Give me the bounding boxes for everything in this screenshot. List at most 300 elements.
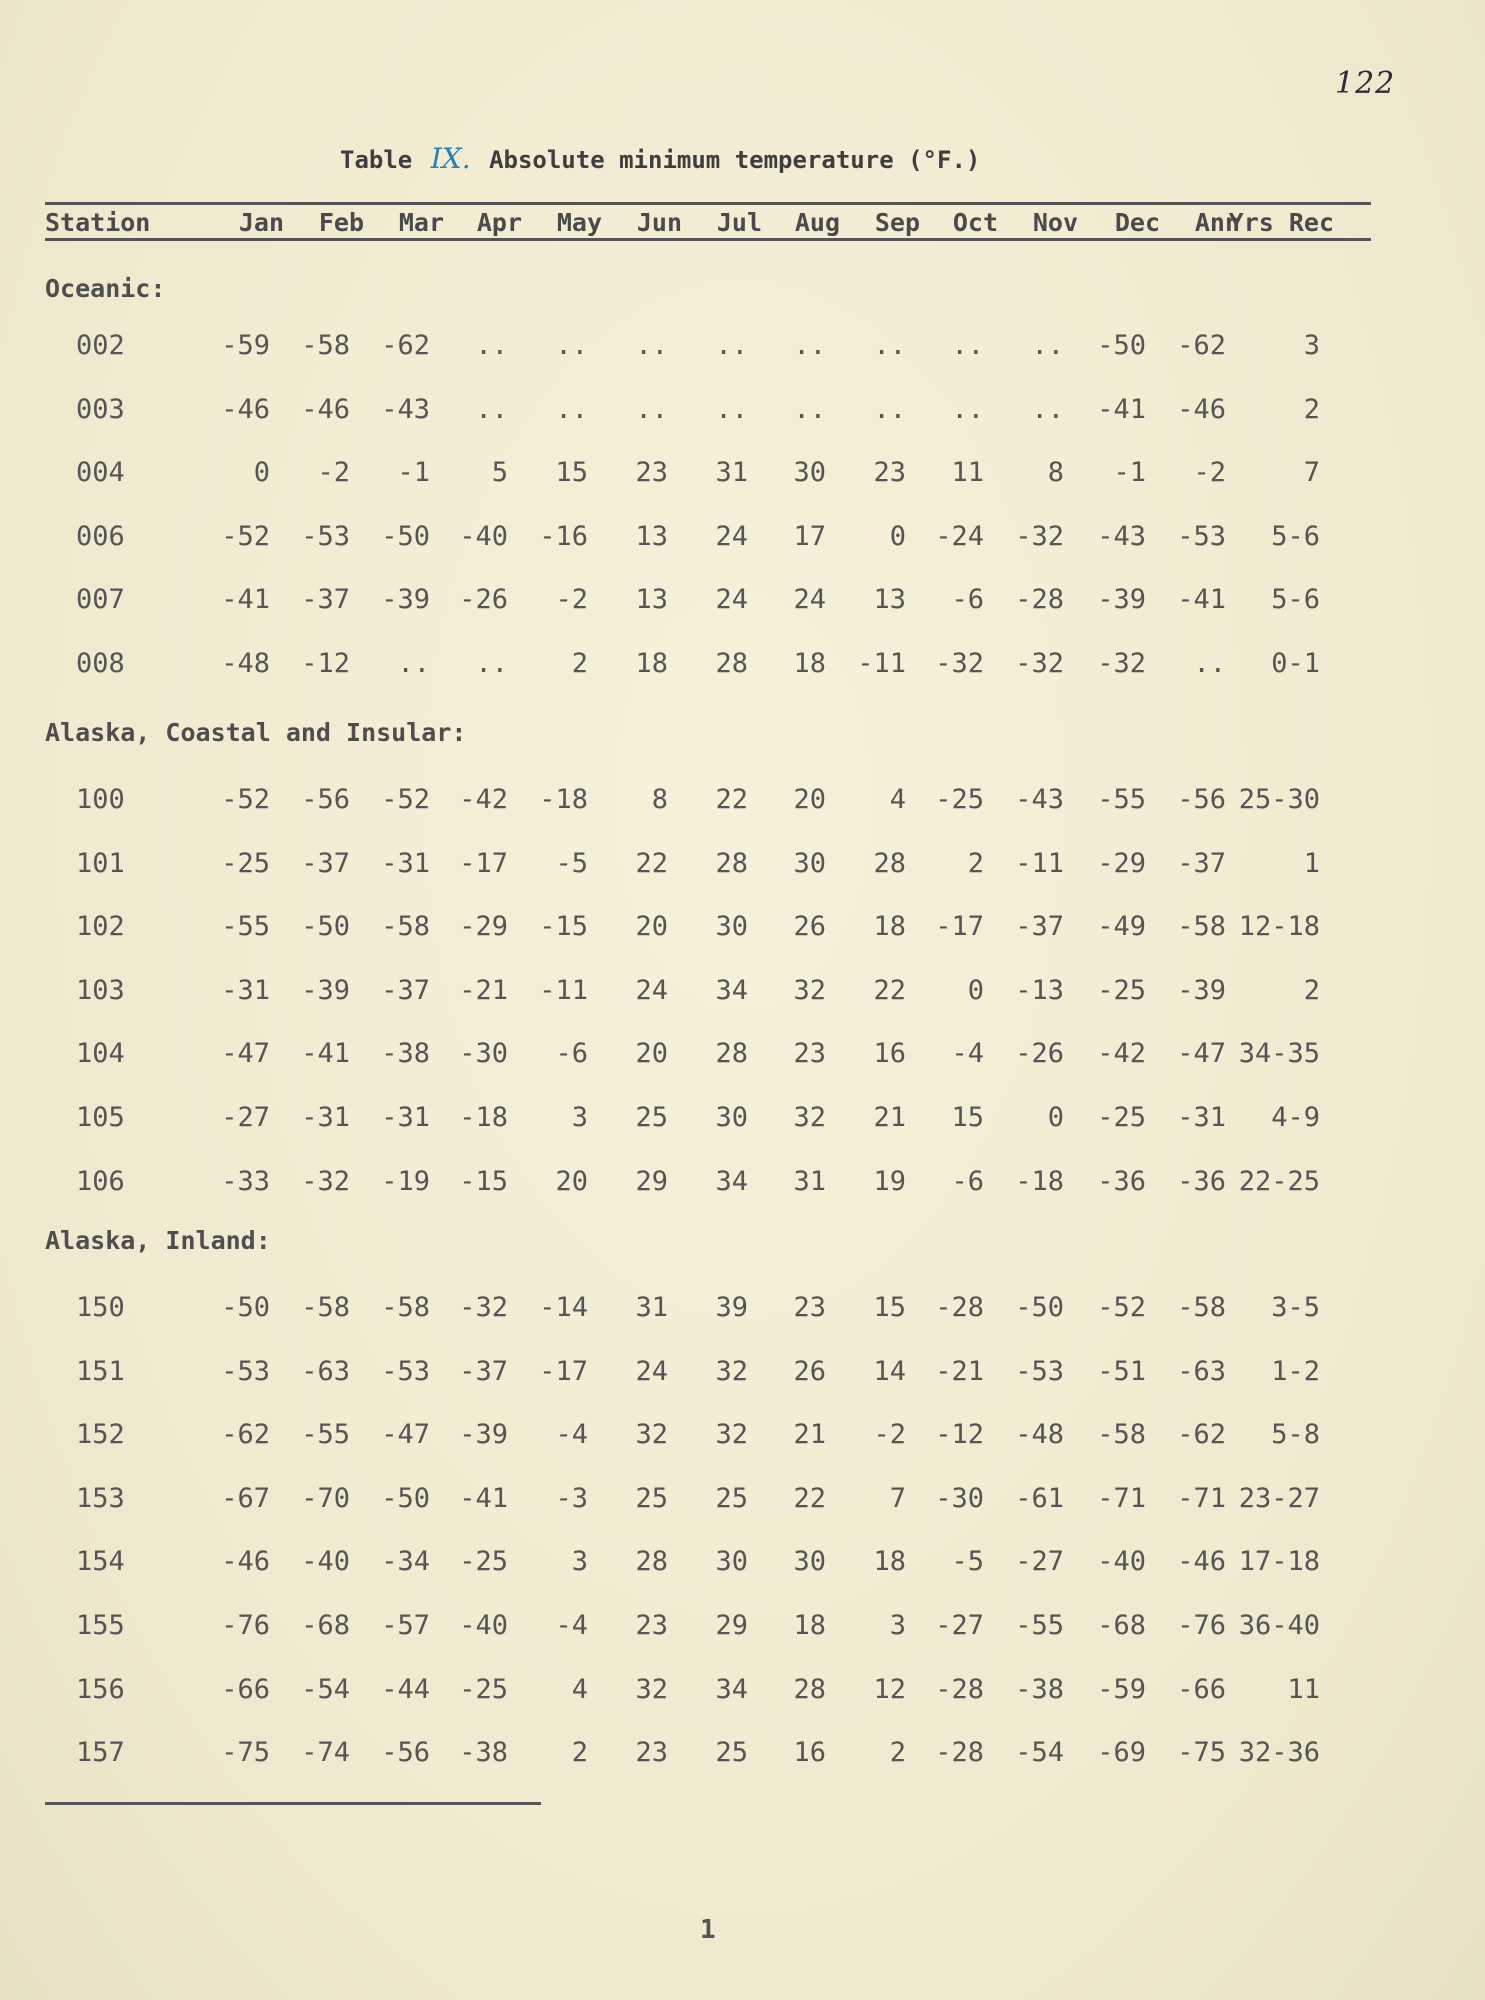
column-header: Sep [874, 208, 920, 237]
column-header: Ann [1194, 208, 1240, 237]
table-cell: 23 [793, 1292, 826, 1323]
table-cell: 24 [635, 1356, 668, 1387]
table-row [0, 1733, 1485, 1773]
table-cell: 25 [715, 1483, 748, 1514]
table-cell: -2 [317, 457, 350, 488]
table-cell: 15 [555, 457, 588, 488]
title-text: Absolute minimum temperature (°F.) [489, 146, 981, 174]
table-cell: 4 [571, 1674, 588, 1705]
table-cell: -19 [381, 1166, 430, 1197]
table-cell: 18 [793, 1610, 826, 1641]
table-cell: -28 [935, 1737, 984, 1768]
table-cell: -63 [1177, 1356, 1226, 1387]
table-cell: -58 [1097, 1419, 1146, 1450]
table-cell: 28 [715, 648, 748, 679]
table-cell: -15 [459, 1166, 508, 1197]
table-cell: -4 [951, 1038, 984, 1069]
station-id-cell: 106 [76, 1166, 125, 1197]
table-cell: .. [555, 330, 588, 361]
table-cell: 36-40 [1238, 1610, 1320, 1641]
table-cell: -49 [1097, 911, 1146, 942]
column-header: Aug [794, 208, 840, 237]
station-id-cell: 102 [76, 911, 125, 942]
station-id-cell: 152 [76, 1419, 125, 1450]
table-cell: 4 [889, 784, 906, 815]
table-cell: -52 [221, 784, 270, 815]
table-cell: -52 [381, 784, 430, 815]
table-cell: 1 [1303, 848, 1320, 879]
station-id-cell: 002 [76, 330, 125, 361]
table-cell: -74 [301, 1737, 350, 1768]
table-cell: 32 [715, 1356, 748, 1387]
table-cell: -36 [1097, 1166, 1146, 1197]
table-cell: -42 [1097, 1038, 1146, 1069]
table-cell: 19 [873, 1166, 906, 1197]
table-cell: 32 [715, 1419, 748, 1450]
table-cell: -75 [1177, 1737, 1226, 1768]
table-cell: -69 [1097, 1737, 1146, 1768]
table-cell: 20 [555, 1166, 588, 1197]
table-cell: 5-6 [1271, 521, 1320, 552]
table-cell: -31 [301, 1102, 350, 1133]
column-header: Apr [476, 208, 522, 237]
table-cell: -31 [1177, 1102, 1226, 1133]
table-cell: -48 [1015, 1419, 1064, 1450]
table-cell: 13 [635, 584, 668, 615]
table-cell: -18 [459, 1102, 508, 1133]
table-cell: -25 [459, 1546, 508, 1577]
table-cell: -16 [539, 521, 588, 552]
table-cell: -18 [1015, 1166, 1064, 1197]
table-cell: -68 [1097, 1610, 1146, 1641]
table-cell: .. [397, 648, 430, 679]
table-cell: -12 [935, 1419, 984, 1450]
column-header: Jun [636, 208, 682, 237]
table-cell: -32 [935, 648, 984, 679]
station-id-cell: 155 [76, 1610, 125, 1641]
table-cell: -55 [1015, 1610, 1064, 1641]
table-cell: 30 [793, 848, 826, 879]
table-cell: -58 [381, 1292, 430, 1323]
table-cell: -17 [935, 911, 984, 942]
table-cell: .. [1193, 648, 1226, 679]
table-cell: -2 [873, 1419, 906, 1450]
table-cell: .. [635, 394, 668, 425]
table-cell: -41 [1177, 584, 1226, 615]
table-cell: 25 [635, 1483, 668, 1514]
table-cell: -34 [381, 1546, 430, 1577]
table-row [0, 844, 1485, 884]
table-cell: 3-5 [1271, 1292, 1320, 1323]
station-id-cell: 103 [76, 975, 125, 1006]
station-id-cell: 007 [76, 584, 125, 615]
table-cell: 31 [793, 1166, 826, 1197]
table-cell: -4 [555, 1610, 588, 1641]
table-row [0, 1415, 1485, 1455]
table-cell: -76 [221, 1610, 270, 1641]
table-cell: 25 [635, 1102, 668, 1133]
table-cell: 5-8 [1271, 1419, 1320, 1450]
table-cell: 28 [873, 848, 906, 879]
table-cell: .. [635, 330, 668, 361]
table-cell: -39 [459, 1419, 508, 1450]
table-cell: 29 [635, 1166, 668, 1197]
table-cell: 0 [1047, 1102, 1064, 1133]
station-id-cell: 157 [76, 1737, 125, 1768]
table-cell: 7 [889, 1483, 906, 1514]
station-id-cell: 004 [76, 457, 125, 488]
table-cell: -62 [381, 330, 430, 361]
table-cell: -54 [301, 1674, 350, 1705]
table-cell: -25 [935, 784, 984, 815]
table-cell: 5-6 [1271, 584, 1320, 615]
table-cell: 22 [715, 784, 748, 815]
table-cell: -40 [301, 1546, 350, 1577]
column-header: Mar [398, 208, 444, 237]
table-cell: 32 [635, 1419, 668, 1450]
table-row [0, 1098, 1485, 1138]
table-cell: .. [951, 330, 984, 361]
station-id-cell: 101 [76, 848, 125, 879]
table-cell: .. [475, 330, 508, 361]
column-header: Nov [1032, 208, 1078, 237]
table-cell: 4-9 [1271, 1102, 1320, 1133]
table-cell: .. [873, 330, 906, 361]
table-cell: 34 [715, 975, 748, 1006]
station-id-cell: 151 [76, 1356, 125, 1387]
table-cell: 26 [793, 1356, 826, 1387]
table-cell: 31 [635, 1292, 668, 1323]
table-cell: -30 [935, 1483, 984, 1514]
table-cell: -32 [1015, 521, 1064, 552]
table-cell: -24 [935, 521, 984, 552]
station-id-cell: 006 [76, 521, 125, 552]
table-cell: .. [475, 648, 508, 679]
table-cell: 5 [491, 457, 508, 488]
table-cell: 34-35 [1238, 1038, 1320, 1069]
table-cell: -2 [1193, 457, 1226, 488]
table-row [0, 453, 1485, 493]
table-cell: 34 [715, 1166, 748, 1197]
table-cell: 29 [715, 1610, 748, 1641]
table-cell: -52 [1097, 1292, 1146, 1323]
table-cell: -62 [1177, 1419, 1226, 1450]
table-cell: 20 [635, 911, 668, 942]
table-cell: 20 [793, 784, 826, 815]
table-cell: -43 [381, 394, 430, 425]
table-cell: 21 [873, 1102, 906, 1133]
table-cell: -53 [221, 1356, 270, 1387]
table-cell: .. [555, 394, 588, 425]
table-cell: -56 [301, 784, 350, 815]
table-cell: -31 [381, 848, 430, 879]
table-cell: -53 [1177, 521, 1226, 552]
table-cell: -25 [1097, 1102, 1146, 1133]
table-cell: 3 [1303, 330, 1320, 361]
table-cell: -41 [1097, 394, 1146, 425]
table-cell: 12-18 [1238, 911, 1320, 942]
table-cell: -37 [1177, 848, 1226, 879]
table-cell: 7 [1303, 457, 1320, 488]
table-cell: -11 [1015, 848, 1064, 879]
table-cell: 23 [793, 1038, 826, 1069]
table-cell: -32 [1097, 648, 1146, 679]
table-cell: -58 [301, 330, 350, 361]
table-cell: -32 [1015, 648, 1064, 679]
table-cell: 18 [635, 648, 668, 679]
table-cell: 17-18 [1238, 1546, 1320, 1577]
column-header: Yrs Rec [1228, 208, 1334, 237]
column-header: Oct [952, 208, 998, 237]
table-row [0, 780, 1485, 820]
table-cell: -38 [1015, 1674, 1064, 1705]
table-cell: 2 [889, 1737, 906, 1768]
table-row [0, 1162, 1485, 1202]
table-row [0, 1542, 1485, 1582]
page-number: 1 [700, 1915, 716, 1945]
table-cell: -38 [459, 1737, 508, 1768]
table-cell: -42 [459, 784, 508, 815]
table-cell: 15 [951, 1102, 984, 1133]
table-cell: .. [1031, 330, 1064, 361]
table-cell: 3 [571, 1546, 588, 1577]
table-cell: -5 [555, 848, 588, 879]
table-cell: .. [951, 394, 984, 425]
table-cell: -58 [1177, 1292, 1226, 1323]
table-cell: -40 [459, 521, 508, 552]
table-cell: -53 [1015, 1356, 1064, 1387]
table-cell: -54 [1015, 1737, 1064, 1768]
table-cell: -29 [1097, 848, 1146, 879]
table-cell: -17 [539, 1356, 588, 1387]
table-cell: -55 [1097, 784, 1146, 815]
table-cell: 1-2 [1271, 1356, 1320, 1387]
table-cell: 12 [873, 1674, 906, 1705]
table-cell: -31 [221, 975, 270, 1006]
table-cell: -11 [857, 648, 906, 679]
table-cell: 13 [635, 521, 668, 552]
table-cell: 16 [873, 1038, 906, 1069]
table-row [0, 907, 1485, 947]
table-cell: .. [793, 394, 826, 425]
table-row [0, 644, 1485, 684]
table-cell: -56 [381, 1737, 430, 1768]
table-cell: -41 [459, 1483, 508, 1514]
table-cell: -53 [301, 521, 350, 552]
table-cell: -37 [301, 848, 350, 879]
table-cell: 24 [635, 975, 668, 1006]
table-cell: 28 [793, 1674, 826, 1705]
table-cell: 0 [967, 975, 984, 1006]
table-cell: 23-27 [1238, 1483, 1320, 1514]
column-header: Jul [716, 208, 762, 237]
table-cell: .. [715, 394, 748, 425]
table-cell: -58 [301, 1292, 350, 1323]
table-cell: 14 [873, 1356, 906, 1387]
table-cell: -71 [1097, 1483, 1146, 1514]
table-cell: 20 [635, 1038, 668, 1069]
station-id-cell: 150 [76, 1292, 125, 1323]
table-cell: -51 [1097, 1356, 1146, 1387]
table-cell: -63 [301, 1356, 350, 1387]
header-row [0, 203, 1485, 243]
table-cell: -39 [1097, 584, 1146, 615]
table-cell: 2 [1303, 975, 1320, 1006]
table-cell: -37 [301, 584, 350, 615]
table-cell: 18 [873, 911, 906, 942]
table-cell: -2 [555, 584, 588, 615]
table-cell: .. [1031, 394, 1064, 425]
table-cell: 15 [873, 1292, 906, 1323]
table-row [0, 1479, 1485, 1519]
table-cell: -41 [221, 584, 270, 615]
table-cell: -32 [459, 1292, 508, 1323]
table-cell: 28 [715, 1038, 748, 1069]
table-cell: -28 [935, 1292, 984, 1323]
table-end-rule [45, 1802, 541, 1805]
table-cell: -40 [1097, 1546, 1146, 1577]
table-cell: 34 [715, 1674, 748, 1705]
table-cell: 16 [793, 1737, 826, 1768]
table-cell: -41 [301, 1038, 350, 1069]
table-cell: -50 [381, 521, 430, 552]
table-cell: -76 [1177, 1610, 1226, 1641]
table-cell: 0 [253, 457, 270, 488]
table-cell: -28 [935, 1674, 984, 1705]
station-id-cell: 153 [76, 1483, 125, 1514]
table-cell: 31 [715, 457, 748, 488]
table-row [0, 1288, 1485, 1328]
table-cell: -44 [381, 1674, 430, 1705]
table-cell: -11 [539, 975, 588, 1006]
table-cell: 24 [793, 584, 826, 615]
table-cell: -46 [221, 1546, 270, 1577]
table-cell: -25 [1097, 975, 1146, 1006]
table-cell: -3 [555, 1483, 588, 1514]
table-cell: -18 [539, 784, 588, 815]
table-cell: -46 [221, 394, 270, 425]
table-cell: -36 [1177, 1166, 1226, 1197]
table-cell: -59 [221, 330, 270, 361]
table-cell: -75 [221, 1737, 270, 1768]
table-cell: -47 [381, 1419, 430, 1450]
table-cell: -29 [459, 911, 508, 942]
handwritten-page-number: 122 [1335, 66, 1396, 101]
table-cell: 2 [967, 848, 984, 879]
table-cell: -46 [1177, 1546, 1226, 1577]
station-id-cell: 156 [76, 1674, 125, 1705]
table-cell: -62 [221, 1419, 270, 1450]
table-cell: -1 [1113, 457, 1146, 488]
table-cell: 3 [571, 1102, 588, 1133]
table-cell: -21 [459, 975, 508, 1006]
table-cell: -58 [1177, 911, 1226, 942]
table-cell: 8 [1047, 457, 1064, 488]
table-cell: 30 [715, 1546, 748, 1577]
table-cell: 17 [793, 521, 826, 552]
table-cell: -6 [951, 1166, 984, 1197]
table-cell: -62 [1177, 330, 1226, 361]
table-cell: -39 [301, 975, 350, 1006]
table-cell: -37 [381, 975, 430, 1006]
table-row [0, 390, 1485, 430]
table-cell: 0 [889, 521, 906, 552]
table-cell: 11 [1287, 1674, 1320, 1705]
title-prefix: Table [340, 146, 413, 174]
table-cell: -25 [221, 848, 270, 879]
table-cell: -53 [381, 1356, 430, 1387]
table-cell: 39 [715, 1292, 748, 1323]
table-cell: -37 [459, 1356, 508, 1387]
table-cell: .. [475, 394, 508, 425]
table-cell: -68 [301, 1610, 350, 1641]
table-cell: -13 [1015, 975, 1064, 1006]
table-cell: 25-30 [1238, 784, 1320, 815]
table-cell: -32 [301, 1166, 350, 1197]
table-row [0, 971, 1485, 1011]
table-cell: 13 [873, 584, 906, 615]
table-cell: -30 [459, 1038, 508, 1069]
table-cell: 18 [873, 1546, 906, 1577]
table-cell: -39 [381, 584, 430, 615]
header-bottom-rule [45, 238, 1371, 241]
table-cell: -47 [1177, 1038, 1226, 1069]
table-row [0, 580, 1485, 620]
table-cell: 24 [715, 584, 748, 615]
table-cell: -67 [221, 1483, 270, 1514]
table-cell: -43 [1015, 784, 1064, 815]
table-cell: 0-1 [1271, 648, 1320, 679]
column-header: Jan [238, 208, 284, 237]
table-cell: -50 [1015, 1292, 1064, 1323]
table-cell: 30 [793, 457, 826, 488]
table-cell: -26 [459, 584, 508, 615]
table-cell: -15 [539, 911, 588, 942]
table-cell: 23 [635, 457, 668, 488]
table-cell: -50 [1097, 330, 1146, 361]
table-cell: -50 [381, 1483, 430, 1514]
station-id-cell: 105 [76, 1102, 125, 1133]
table-cell: 24 [715, 521, 748, 552]
table-cell: -52 [221, 521, 270, 552]
table-cell: .. [793, 330, 826, 361]
table-cell: -50 [301, 911, 350, 942]
section-heading: Oceanic: [45, 274, 166, 303]
table-cell: 25 [715, 1737, 748, 1768]
table-cell: -4 [555, 1419, 588, 1450]
table-row [0, 1606, 1485, 1646]
table-cell: 11 [951, 457, 984, 488]
table-cell: -27 [221, 1102, 270, 1133]
table-cell: 30 [715, 911, 748, 942]
table-cell: -43 [1097, 521, 1146, 552]
table-cell: -1 [397, 457, 430, 488]
table-row [0, 1670, 1485, 1710]
table-cell: 3 [889, 1610, 906, 1641]
table-cell: 22 [873, 975, 906, 1006]
table-cell: 32 [793, 975, 826, 1006]
table-cell: -66 [1177, 1674, 1226, 1705]
table-cell: -46 [301, 394, 350, 425]
table-cell: 32 [635, 1674, 668, 1705]
table-cell: -71 [1177, 1483, 1226, 1514]
table-cell: 2 [1303, 394, 1320, 425]
table-cell: 2 [571, 648, 588, 679]
table-cell: -70 [301, 1483, 350, 1514]
table-cell: -56 [1177, 784, 1226, 815]
column-header: Feb [318, 208, 364, 237]
table-cell: 18 [793, 648, 826, 679]
